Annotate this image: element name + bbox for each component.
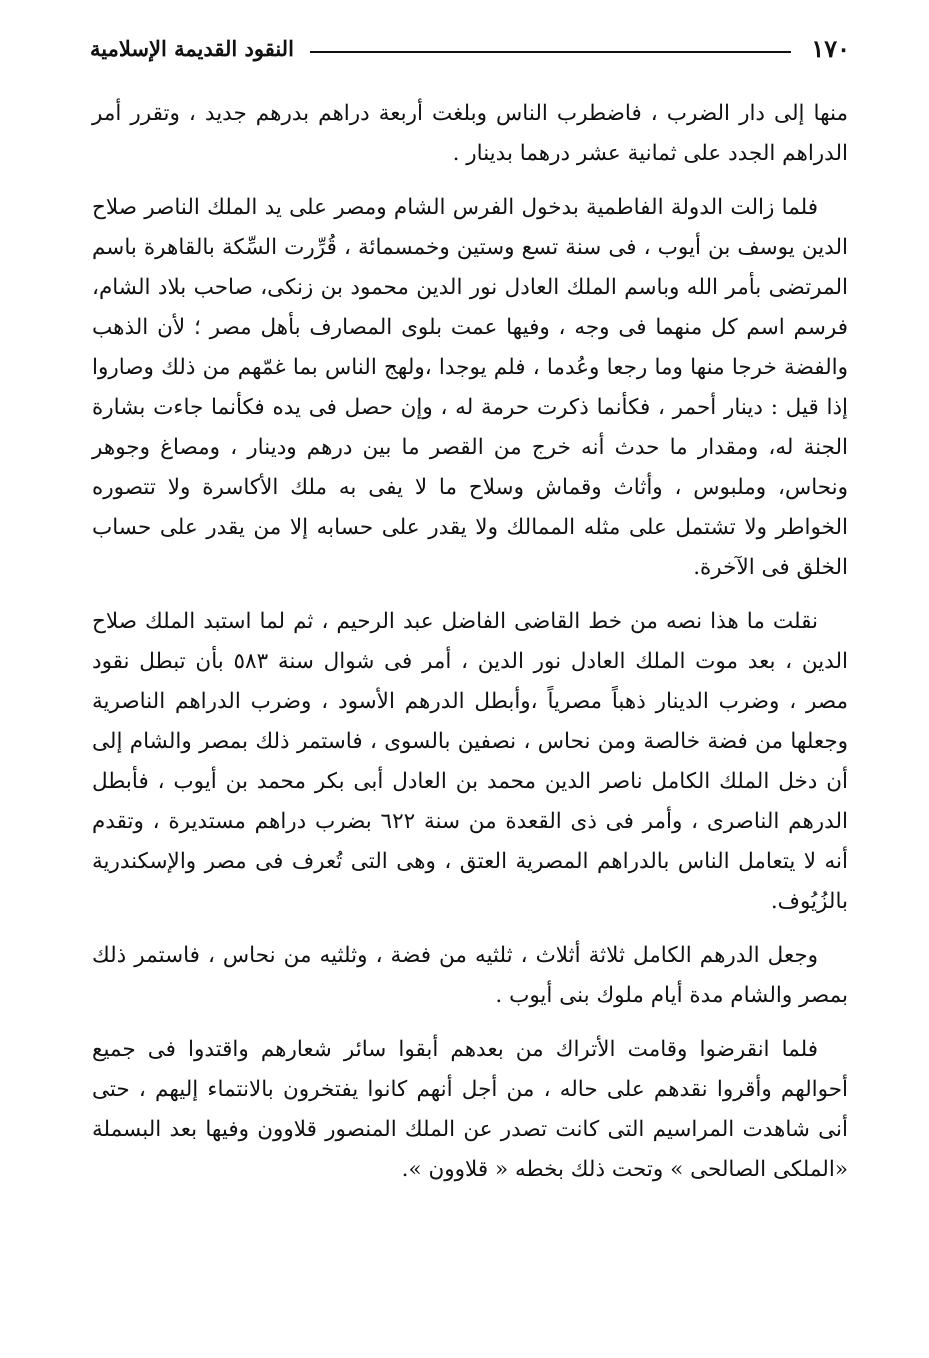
paragraph-3: نقلت ما هذا نصه من خط القاضى الفاضل عبد الرحيم ، ثم لما استبد الملك صلاح الدين ، بعد موت الملك العادل نور الدين ، أمر فى شوال سنة ٥٨٣ بأن تبطل نقود مصر ، وضرب الدينار ذهباً مصرياً ،وأبطل الدرهم الأسود ، وضرب الدراهم الناصرية وجعلها من فضة خالصة ومن نحاس ، نصفين بالسوى ، فاستمر ذلك بمصر والشام إلى أن دخل الملك الكامل ناصر الدين محمد بن العادل أبى بكر محمد بن أيوب ، فأبطل الدرهم الناصرى ، وأمر فى ذى القعدة من سنة ٦٢٢ بضرب دراهم مستديرة ، وتقدم أنه لا يتعامل الناس بالدراهم المصرية العتق ، وهى التى تُعرف فى مصر والإسكندرية بالزُيُوف. (92, 609, 848, 914)
paragraph-5: فلما انقرضوا وقامت الأتراك من بعدهم أبقوا سائر شعارهم واقتدوا فى جميع أحوالهم وأقروا نقدهم على حاله ، من أجل أنهم كانوا يفتخرون بالانتماء إليهم ، حتى أنى شاهدت المراسيم التى كانت تصدر عن الملك المنصور قلاوون وفيها بعد البسملة «الملكى الصالحى » وتحت ذلك بخطه « قلاوون ». (92, 1037, 848, 1182)
paragraph-4: وجعل الدرهم الكامل ثلاثة أثلاث ، ثلثيه من فضة ، وثلثيه من نحاس ، فاستمر ذلك بمصر والشام مدة أيام ملوك بنى أيوب . (92, 943, 848, 1008)
body-text (92, 94, 848, 1204)
header-rule (310, 51, 791, 53)
page-number: ١٧٠ (811, 33, 850, 63)
running-title: النقود القديمة الإسلامية (90, 35, 294, 61)
page-header (90, 28, 850, 68)
paragraph-2: فلما زالت الدولة الفاطمية بدخول الفرس الشام ومصر على يد الملك الناصر صلاح الدين يوسف بن أيوب ، فى سنة تسع وستين وخمسمائة ، قُرِّرت السِّكة بالقاهرة باسم المرتضى بأمر الله وباسم الملك العادل نور الدين محمود بن زنكى، صاحب بلاد الشام، فرسم اسم كل منهما فى وجه ، وفيها عمت بلوى المصارف بأهل مصر ؛ لأن الذهب والفضة خرجا منها وما رجعا وعُدما ، فلم يوجدا ،ولهج الناس بما غمّهم من ذلك وصاروا إذا قيل : دينار أحمر ، فكأنما ذكرت حرمة له ، وإن حصل فى يده فكأنما جاءت بشارة الجنة له، ومقدار ما حدث أنه خرج من القصر ما بين درهم ودينار ، ومصاغ وجوهر ونحاس، وملبوس ، وأثاث وقماش وسلاح ما لا يفى به ملك الأكاسرة ولا تتصوره الخواطر ولا تشتمل على مثله الممالك ولا يقدر على حسابه إلا من يقدر على حساب الخلق فى الآخرة. (92, 195, 848, 580)
paragraph-1: منها إلى دار الضرب ، فاضطرب الناس وبلغت أربعة دراهم بدرهم جديد ، وتقرر أمر الدراهم الجدد على ثمانية عشر درهما بدينار . (92, 101, 848, 166)
